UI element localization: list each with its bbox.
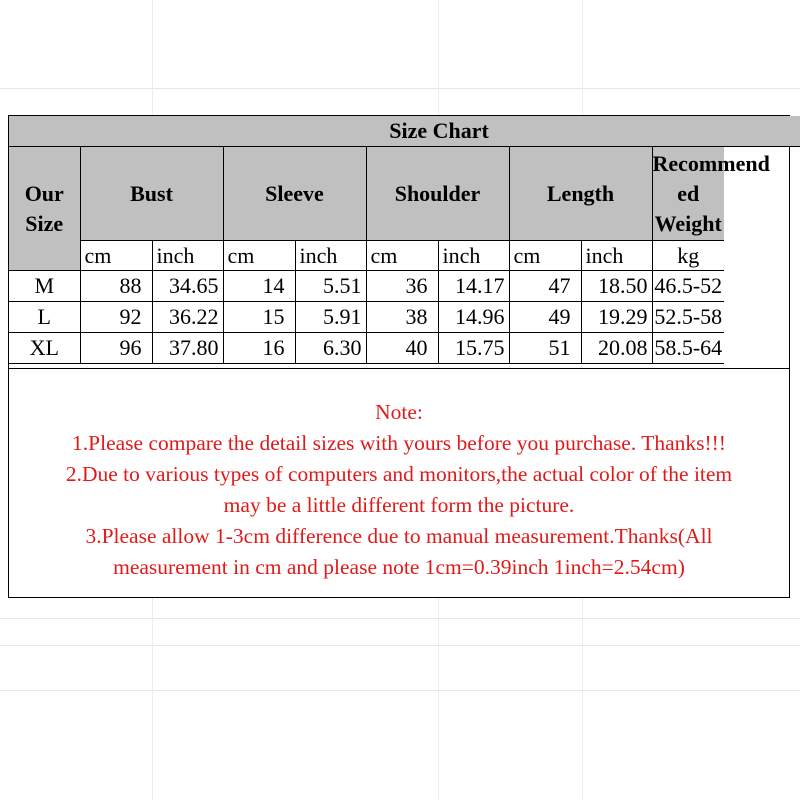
unit-row: [9, 241, 800, 271]
value-cell: 5.91: [295, 302, 366, 333]
unit-cell: cm: [366, 241, 438, 271]
size-chart: [8, 115, 790, 598]
size-header-line1: Our: [24, 180, 64, 206]
gridline: [0, 645, 800, 646]
value-cell: 5.51: [295, 271, 366, 302]
note-line: 3.Please allow 1-3cm difference due to manual measurement.Thanks(All: [85, 524, 713, 548]
note-line: measurement in cm and please note 1cm=0.39inch 1inch=2.54cm): [113, 555, 685, 579]
title-row: [9, 116, 800, 147]
sleeve-header: Sleeve: [223, 147, 366, 241]
shoulder-header: Shoulder: [366, 147, 509, 241]
size-cell: M: [9, 271, 80, 302]
gridline: [0, 690, 800, 691]
weight-cell: 58.5-64: [652, 333, 724, 364]
size-cell: XL: [9, 333, 80, 364]
gridline: [0, 88, 800, 89]
note-line: 2.Due to various types of computers and monitors,the actual color of the item: [65, 462, 733, 486]
value-cell: 51: [509, 333, 581, 364]
value-cell: 14.17: [438, 271, 509, 302]
unit-cell: inch: [152, 241, 223, 271]
value-cell: 38: [366, 302, 438, 333]
value-cell: 14: [223, 271, 295, 302]
value-cell: 34.65: [152, 271, 223, 302]
value-cell: 14.96: [438, 302, 509, 333]
value-cell: 92: [80, 302, 152, 333]
note-line: may be a little different form the picture.: [223, 493, 575, 517]
value-cell: 37.80: [152, 333, 223, 364]
unit-cell: cm: [80, 241, 152, 271]
length-header: Length: [509, 147, 652, 241]
size-column-header: [9, 147, 80, 271]
unit-cell-weight: kg: [652, 241, 724, 271]
value-cell: 96: [80, 333, 152, 364]
unit-cell: cm: [223, 241, 295, 271]
table-row: [9, 302, 800, 333]
unit-cell: inch: [438, 241, 509, 271]
value-cell: 18.50: [581, 271, 652, 302]
value-cell: 15.75: [438, 333, 509, 364]
note-heading: Note:: [375, 400, 423, 424]
unit-cell: inch: [295, 241, 366, 271]
weight-cell: 52.5-58: [652, 302, 724, 333]
value-cell: 36.22: [152, 302, 223, 333]
table-row: [9, 271, 800, 302]
unit-cell: inch: [581, 241, 652, 271]
value-cell: 36: [366, 271, 438, 302]
value-cell: 47: [509, 271, 581, 302]
chart-title: Size Chart: [9, 116, 800, 147]
weight-cell: 46.5-52: [652, 271, 724, 302]
value-cell: 49: [509, 302, 581, 333]
table-row: [9, 333, 800, 364]
size-table: [9, 116, 800, 364]
value-cell: 40: [366, 333, 438, 364]
size-cell: L: [9, 302, 80, 333]
value-cell: 15: [223, 302, 295, 333]
value-cell: 19.29: [581, 302, 652, 333]
weight-header-line2: ed Weight: [654, 180, 722, 236]
weight-header: [652, 147, 770, 241]
size-header-line2: Size: [25, 210, 64, 236]
value-cell: 6.30: [295, 333, 366, 364]
value-cell: 16: [223, 333, 295, 364]
unit-cell: cm: [509, 241, 581, 271]
note-section: [9, 368, 789, 599]
note-line: 1.Please compare the detail sizes with yours before you purchase. Thanks!!!: [72, 431, 726, 455]
value-cell: 88: [80, 271, 152, 302]
bust-header: Bust: [80, 147, 223, 241]
gridline: [0, 618, 800, 619]
value-cell: 20.08: [581, 333, 652, 364]
weight-header-line1: Recommend: [652, 150, 770, 176]
group-header-row: [9, 147, 800, 241]
